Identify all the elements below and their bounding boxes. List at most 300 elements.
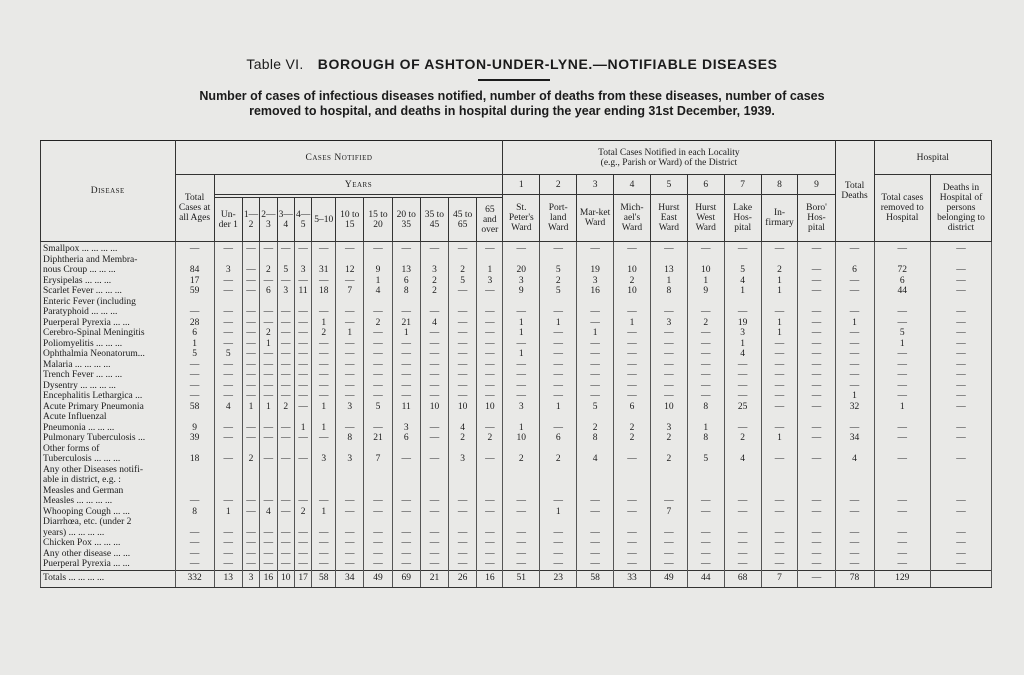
table-cell: 8 — [687, 402, 724, 413]
table-cell: — — [175, 549, 214, 560]
table-cell: 2 — [364, 318, 392, 329]
table-cell: — — [294, 370, 311, 381]
table-cell: — — [449, 360, 477, 371]
table-cell — [931, 486, 992, 497]
table-cell: — — [242, 433, 259, 444]
disease-name: years) ... ... ... ... — [41, 528, 176, 539]
table-cell: — — [420, 423, 448, 434]
table-cell: 21 — [392, 318, 420, 329]
header-hospital: Hospital — [874, 141, 991, 175]
table-cell — [420, 297, 448, 308]
table-cell: 7 — [336, 286, 364, 297]
table-cell: 10 — [687, 265, 724, 276]
table-cell: — — [214, 276, 242, 287]
disease-name: Totals ... ... ... ... — [41, 570, 176, 587]
table-row — [41, 475, 992, 486]
table-cell: 2 — [724, 433, 761, 444]
table-cell — [761, 517, 798, 528]
table-cell — [364, 465, 392, 476]
table-cell: 13 — [650, 265, 687, 276]
table-cell: 1 — [761, 276, 798, 287]
table-cell — [242, 444, 259, 455]
table-cell: — — [242, 349, 259, 360]
table-cell: — — [724, 370, 761, 381]
table-cell — [242, 486, 259, 497]
table-cell: — — [503, 496, 540, 507]
table-cell: — — [392, 307, 420, 318]
table-cell: 5 — [449, 276, 477, 287]
header-locality-name: Boro' Hos-pital — [798, 195, 835, 242]
table-cell: — — [724, 538, 761, 549]
table-cell: — — [614, 549, 651, 560]
table-cell: 1 — [761, 318, 798, 329]
table-cell — [835, 465, 874, 476]
table-cell: — — [277, 381, 294, 392]
table-cell: — — [798, 433, 835, 444]
table-cell: 2 — [420, 276, 448, 287]
table-cell: 10 — [614, 286, 651, 297]
table-cell — [260, 465, 277, 476]
table-cell: — — [931, 496, 992, 507]
table-cell — [277, 486, 294, 497]
table-cell: — — [294, 549, 311, 560]
table-cell: — — [931, 559, 992, 570]
table-cell — [503, 465, 540, 476]
header-locality-line1: Total Cases Notified in each Locality — [598, 147, 740, 158]
table-cell: — — [214, 423, 242, 434]
table-cell: 4 — [724, 454, 761, 465]
table-cell: 1 — [724, 339, 761, 350]
table-cell: — — [761, 381, 798, 392]
table-cell: 13 — [214, 570, 242, 587]
header-years: Years — [214, 175, 503, 195]
table-cell: — — [540, 349, 577, 360]
table-cell: 3 — [420, 265, 448, 276]
table-cell: 1 — [503, 328, 540, 339]
table-cell: — — [277, 528, 294, 539]
table-cell: 4 — [420, 318, 448, 329]
table-cell: — — [540, 538, 577, 549]
table-cell: — — [835, 349, 874, 360]
table-cell: — — [835, 339, 874, 350]
table-cell — [614, 475, 651, 486]
disease-name: Chicken Pox ... ... ... — [41, 538, 176, 549]
table-cell: — — [724, 307, 761, 318]
table-number: Table VI. — [246, 56, 304, 72]
table-cell: — — [214, 307, 242, 318]
table-cell: 2 — [242, 454, 259, 465]
table-cell: — — [449, 507, 477, 518]
table-cell — [449, 486, 477, 497]
table-cell: — — [312, 538, 336, 549]
table-cell: 2 — [650, 433, 687, 444]
table-cell: — — [242, 328, 259, 339]
table-cell — [175, 486, 214, 497]
table-cell — [761, 255, 798, 266]
table-cell: — — [364, 391, 392, 402]
table-cell: — — [175, 528, 214, 539]
header-locality-name: In-firmary — [761, 195, 798, 242]
table-cell — [364, 486, 392, 497]
table-row — [41, 360, 992, 371]
table-cell: — — [540, 528, 577, 539]
table-cell: — — [420, 370, 448, 381]
table-cell: 5 — [364, 402, 392, 413]
table-cell — [761, 465, 798, 476]
table-row — [41, 328, 992, 339]
table-cell: — — [835, 538, 874, 549]
disease-name: nous Croup ... ... ... — [41, 265, 176, 276]
table-cell: — — [874, 528, 930, 539]
table-cell: — — [364, 538, 392, 549]
table-cell: — — [835, 559, 874, 570]
header-cases-notified: Cases Notified — [175, 141, 503, 175]
table-cell: — — [420, 549, 448, 560]
table-cell: — — [577, 391, 614, 402]
table-cell: 58 — [175, 402, 214, 413]
header-disease: Disease — [41, 141, 176, 242]
table-cell — [835, 517, 874, 528]
table-cell: — — [503, 549, 540, 560]
table-cell — [724, 465, 761, 476]
table-cell: 2 — [449, 433, 477, 444]
table-cell: — — [242, 507, 259, 518]
table-cell: — — [614, 349, 651, 360]
table-cell: — — [214, 549, 242, 560]
table-cell — [687, 444, 724, 455]
table-cell: — — [614, 507, 651, 518]
table-cell: — — [242, 381, 259, 392]
table-cell: — — [277, 370, 294, 381]
table-cell: — — [277, 349, 294, 360]
table-cell: — — [392, 549, 420, 560]
table-cell — [835, 444, 874, 455]
table-cell: — — [214, 391, 242, 402]
table-cell — [687, 465, 724, 476]
table-cell: — — [835, 549, 874, 560]
table-cell — [687, 412, 724, 423]
table-cell: — — [392, 349, 420, 360]
table-cell: — — [798, 242, 835, 255]
table-cell: — — [687, 528, 724, 539]
table-cell: 9 — [364, 265, 392, 276]
table-cell: — — [540, 559, 577, 570]
table-cell: — — [242, 391, 259, 402]
table-subtitle — [150, 89, 874, 119]
table-cell: — — [312, 339, 336, 350]
table-cell: 4 — [214, 402, 242, 413]
totals-row — [41, 570, 992, 587]
table-cell — [214, 486, 242, 497]
table-cell: — — [577, 349, 614, 360]
table-cell — [614, 517, 651, 528]
table-cell: 78 — [835, 570, 874, 587]
header-locality-name: Lake Hos-pital — [724, 195, 761, 242]
table-cell — [420, 412, 448, 423]
table-cell: — — [336, 307, 364, 318]
table-cell: 44 — [874, 286, 930, 297]
table-cell: — — [874, 349, 930, 360]
table-cell: — — [420, 496, 448, 507]
table-cell: — — [449, 307, 477, 318]
table-cell: 3 — [242, 570, 259, 587]
header-age-group: 1—2 — [242, 198, 259, 242]
table-cell — [294, 475, 311, 486]
table-cell — [503, 486, 540, 497]
table-cell: — — [540, 549, 577, 560]
table-cell: — — [798, 307, 835, 318]
table-cell — [835, 297, 874, 308]
table-cell: 17 — [175, 276, 214, 287]
table-cell — [577, 465, 614, 476]
table-cell: — — [242, 265, 259, 276]
table-cell: 39 — [175, 433, 214, 444]
table-cell: — — [449, 286, 477, 297]
table-cell: — — [614, 339, 651, 350]
table-cell: — — [835, 307, 874, 318]
table-cell — [835, 412, 874, 423]
table-cell: — — [449, 349, 477, 360]
table-cell: — — [242, 538, 259, 549]
table-cell: — — [798, 265, 835, 276]
table-cell: — — [392, 507, 420, 518]
table-cell: 33 — [614, 570, 651, 587]
table-cell: — — [392, 242, 420, 255]
table-cell: — — [650, 528, 687, 539]
table-cell: — — [477, 318, 503, 329]
table-cell: — — [761, 402, 798, 413]
table-cell: — — [312, 391, 336, 402]
table-cell — [214, 465, 242, 476]
table-cell: — — [687, 307, 724, 318]
table-cell — [477, 255, 503, 266]
table-cell: — — [277, 360, 294, 371]
table-row — [41, 381, 992, 392]
table-cell: — — [577, 381, 614, 392]
table-cell: — — [798, 381, 835, 392]
table-cell — [931, 517, 992, 528]
table-cell: — — [874, 307, 930, 318]
table-cell: — — [874, 507, 930, 518]
table-cell: — — [294, 242, 311, 255]
table-cell: — — [798, 496, 835, 507]
table-cell: — — [364, 423, 392, 434]
table-cell: — — [761, 360, 798, 371]
table-cell: — — [835, 370, 874, 381]
table-cell: — — [294, 276, 311, 287]
disease-name: Acute Influenzal — [41, 412, 176, 423]
table-cell — [503, 517, 540, 528]
table-cell — [336, 517, 364, 528]
table-cell: — — [724, 559, 761, 570]
disease-name: Enteric Fever (including — [41, 297, 176, 308]
table-cell: — — [392, 454, 420, 465]
table-cell: — — [277, 433, 294, 444]
table-cell — [798, 444, 835, 455]
table-cell: — — [449, 538, 477, 549]
table-cell — [336, 297, 364, 308]
table-cell: — — [214, 339, 242, 350]
table-cell: — — [650, 328, 687, 339]
table-cell: — — [798, 370, 835, 381]
table-cell — [242, 255, 259, 266]
table-cell — [761, 297, 798, 308]
table-cell: — — [874, 454, 930, 465]
table-cell: — — [835, 242, 874, 255]
table-cell — [392, 475, 420, 486]
table-cell — [477, 486, 503, 497]
table-row — [41, 549, 992, 560]
table-cell: — — [761, 538, 798, 549]
table-cell: — — [835, 276, 874, 287]
disease-name: Malaria ... ... ... ... — [41, 360, 176, 371]
table-cell: — — [277, 559, 294, 570]
table-cell: 8 — [392, 286, 420, 297]
table-cell: — — [577, 496, 614, 507]
table-cell: — — [761, 549, 798, 560]
table-cell: — — [260, 433, 277, 444]
table-cell — [724, 486, 761, 497]
table-cell: — — [798, 454, 835, 465]
table-cell — [477, 297, 503, 308]
table-cell — [874, 465, 930, 476]
table-cell: 12 — [336, 265, 364, 276]
table-cell: — — [614, 528, 651, 539]
table-row — [41, 402, 992, 413]
table-cell: — — [931, 286, 992, 297]
table-row — [41, 276, 992, 287]
table-cell: — — [477, 360, 503, 371]
table-cell — [364, 475, 392, 486]
table-cell — [449, 517, 477, 528]
table-cell: 1 — [503, 318, 540, 329]
table-cell: — — [277, 339, 294, 350]
table-cell: 6 — [835, 265, 874, 276]
header-locality-name: Mich-ael's Ward — [614, 195, 651, 242]
table-cell — [364, 517, 392, 528]
table-cell: 34 — [336, 570, 364, 587]
table-cell: — — [260, 276, 277, 287]
table-cell: — — [540, 496, 577, 507]
table-cell: 3 — [650, 318, 687, 329]
table-cell — [503, 297, 540, 308]
table-cell — [312, 444, 336, 455]
table-cell: — — [477, 349, 503, 360]
title-rule — [478, 79, 550, 81]
table-cell: — — [242, 276, 259, 287]
table-row — [41, 433, 992, 444]
table-cell: — — [503, 360, 540, 371]
table-cell: — — [577, 538, 614, 549]
table-cell: 1 — [687, 276, 724, 287]
table-cell — [650, 297, 687, 308]
table-cell: — — [614, 328, 651, 339]
table-cell: — — [931, 349, 992, 360]
table-cell — [577, 475, 614, 486]
table-cell: — — [874, 360, 930, 371]
table-cell: — — [614, 360, 651, 371]
table-cell: — — [835, 423, 874, 434]
disease-name: Any other Diseases notifi- — [41, 465, 176, 476]
header-age-group: 35 to 45 — [420, 198, 448, 242]
table-row — [41, 517, 992, 528]
table-cell: — — [214, 328, 242, 339]
table-cell: — — [392, 538, 420, 549]
table-cell: — — [503, 538, 540, 549]
table-cell: — — [420, 242, 448, 255]
table-cell: — — [540, 391, 577, 402]
table-row — [41, 538, 992, 549]
table-cell: — — [449, 559, 477, 570]
table-cell: — — [761, 391, 798, 402]
table-cell: — — [392, 559, 420, 570]
table-cell: — — [761, 559, 798, 570]
table-cell — [336, 486, 364, 497]
disease-name: Pneumonia ... ... ... — [41, 423, 176, 434]
table-cell: — — [540, 360, 577, 371]
table-cell: — — [312, 360, 336, 371]
table-cell — [277, 517, 294, 528]
table-cell: — — [294, 433, 311, 444]
table-cell: — — [277, 423, 294, 434]
table-cell: — — [242, 307, 259, 318]
table-cell: 1 — [503, 423, 540, 434]
table-cell: 9 — [687, 286, 724, 297]
table-cell: — — [312, 349, 336, 360]
disease-name: Scarlet Fever ... ... ... — [41, 286, 176, 297]
header-locality-number: 5 — [650, 175, 687, 195]
table-cell: — — [364, 370, 392, 381]
table-cell: 3 — [503, 402, 540, 413]
header-total-cases: Total Cases at all Ages — [175, 175, 214, 242]
table-cell: 10 — [449, 402, 477, 413]
table-cell: — — [477, 381, 503, 392]
table-cell: — — [614, 391, 651, 402]
table-cell — [312, 412, 336, 423]
table-cell: — — [761, 242, 798, 255]
table-cell: 1 — [650, 276, 687, 287]
table-row — [41, 286, 992, 297]
table-cell: — — [449, 339, 477, 350]
table-cell: — — [761, 423, 798, 434]
table-cell: — — [687, 328, 724, 339]
table-cell: — — [577, 549, 614, 560]
table-cell: — — [798, 360, 835, 371]
disease-name: Puerperal Pyrexia ... ... — [41, 559, 176, 570]
table-cell: — — [577, 242, 614, 255]
table-cell: — — [798, 391, 835, 402]
table-cell: — — [242, 360, 259, 371]
disease-name: Any other disease ... ... — [41, 549, 176, 560]
table-cell: — — [931, 318, 992, 329]
table-cell: 9 — [503, 286, 540, 297]
table-cell: 5 — [687, 454, 724, 465]
table-cell: — — [687, 242, 724, 255]
table-cell: 16 — [260, 570, 277, 587]
table-cell — [540, 517, 577, 528]
table-cell: — — [449, 370, 477, 381]
table-cell: 68 — [724, 570, 761, 587]
table-cell: — — [214, 528, 242, 539]
table-cell: — — [477, 496, 503, 507]
table-cell: — — [420, 433, 448, 444]
table-cell: — — [650, 381, 687, 392]
header-locality-line2: (e.g., Parish or Ward) of the District — [600, 157, 738, 168]
table-cell: — — [312, 549, 336, 560]
table-cell: — — [420, 328, 448, 339]
table-cell: — — [650, 360, 687, 371]
table-cell: 26 — [449, 570, 477, 587]
